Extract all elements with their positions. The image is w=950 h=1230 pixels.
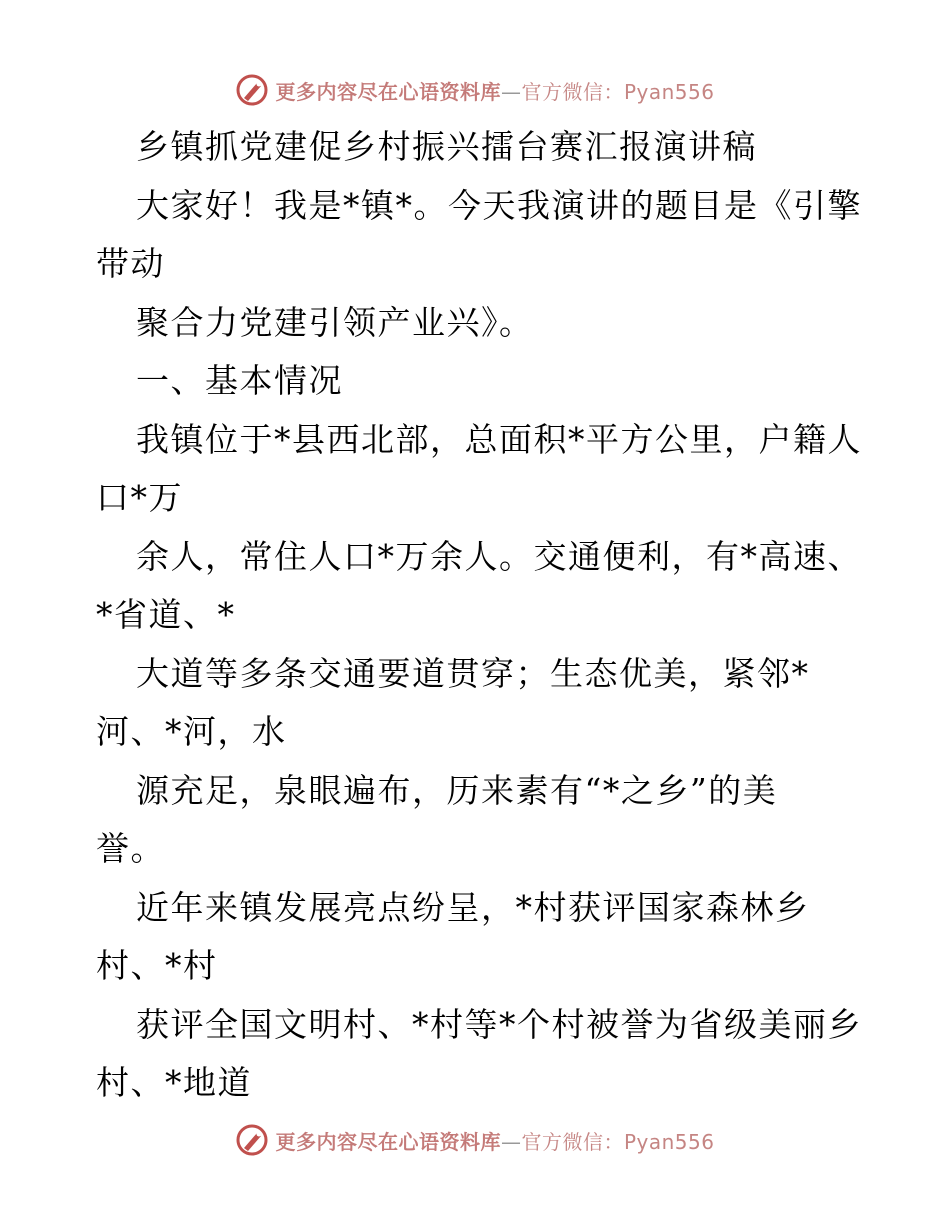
footer-watermark (0, 1120, 950, 1160)
document-body (96, 118, 866, 1113)
paragraph-line: 近年来镇发展亮点纷呈，*村获评国家森林乡 (136, 887, 810, 927)
document-title: 乡镇抓党建促乡村振兴擂台赛汇报演讲稿 (136, 127, 757, 166)
paragraph-line: 余人，常住人口*万余人。交通便利，有*高速、 (136, 536, 862, 576)
header-watermark (0, 70, 950, 110)
paragraph-line: 大道等多条交通要道贯穿；生态优美，紧邻* (136, 653, 810, 693)
paragraph-line: 村、*村 (96, 946, 218, 985)
section-heading: 一、基本情况 (136, 361, 343, 400)
paragraph-line: 聚合力党建引领产业兴》。 (136, 302, 534, 342)
paragraph-line: 源充足，泉眼遍布，历来素有“*之乡”的美 (136, 770, 778, 810)
paragraph-line: 誉。 (96, 829, 165, 868)
pen-circle-logo-icon (235, 1123, 269, 1157)
paragraph-line: 大家好！我是*镇*。今天我演讲的题目是《引擎 (136, 185, 862, 225)
watermark-text: 更多内容尽在心语资料库—官方微信：Pyan556 (275, 1129, 715, 1154)
pen-circle-logo-icon (235, 73, 269, 107)
watermark-text: 更多内容尽在心语资料库—官方微信：Pyan556 (275, 79, 715, 104)
paragraph-line: 获评全国文明村、*村等*个村被誉为省级美丽乡 (136, 1004, 862, 1044)
paragraph-line: 河、*河，水 (96, 712, 287, 751)
paragraph-line: 村、*地道 (96, 1063, 252, 1102)
paragraph-line: 带动 (96, 244, 165, 283)
paragraph-line: 我镇位于*县西北部，总面积*平方公里，户籍人 (136, 419, 862, 459)
paragraph-line: 口*万 (96, 478, 183, 517)
paragraph-line: *省道、* (96, 595, 236, 634)
